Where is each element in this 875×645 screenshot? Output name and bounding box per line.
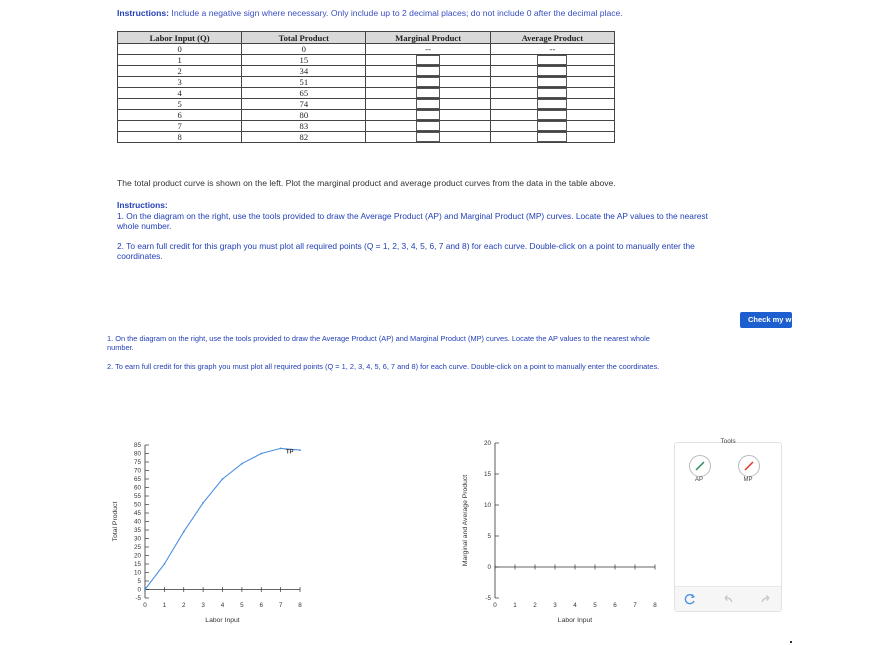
instruction-step-1: 1. On the diagram on the right, use the tools provided to draw the Average Product (AP) and Marginal Product (MP) curves. Locate the AP values to the nearest whole number. (117, 210, 708, 231)
table-row (118, 99, 615, 110)
table-row (118, 77, 615, 88)
y-tick-label: 55 (133, 493, 141, 501)
data-point (163, 563, 165, 565)
ap-cell (490, 66, 614, 77)
y-tick-label: 50 (133, 501, 141, 509)
x-tick-label: 4 (220, 602, 225, 609)
redo-icon[interactable] (759, 592, 773, 606)
y-tick-label: 70 (133, 467, 141, 475)
reset-icon[interactable] (683, 592, 697, 606)
ap-cell: -- (490, 44, 614, 55)
y-tick-label: 20 (483, 440, 491, 448)
x-tick-label: 8 (298, 602, 302, 609)
tp-cell: 74 (242, 99, 366, 110)
ap-input[interactable] (537, 77, 567, 87)
x-axis-label: Labor Input (205, 617, 240, 624)
undo-icon[interactable] (721, 592, 735, 606)
x-axis-label: Labor Input (557, 617, 593, 624)
tp-cell: 83 (242, 121, 366, 132)
top-instruction (117, 8, 817, 18)
data-point (299, 449, 301, 451)
table-row (118, 66, 615, 77)
y-axis-label: Total Product (112, 501, 119, 542)
stray-dot (790, 641, 792, 643)
ap-input[interactable] (537, 55, 567, 65)
tp-cell: 65 (242, 88, 366, 99)
data-point (183, 531, 185, 533)
mp-cell (366, 99, 490, 110)
mp-cell (366, 66, 490, 77)
labor-cell: 6 (118, 110, 242, 121)
instructions-block (117, 200, 717, 262)
ap-input[interactable] (537, 132, 567, 142)
table-row (118, 55, 615, 66)
header-marginal-product: Marginal Product (366, 32, 490, 44)
labor-cell: 0 (118, 44, 242, 55)
y-tick-label: 85 (133, 442, 141, 450)
labor-cell: 4 (118, 88, 242, 99)
data-point (280, 448, 282, 450)
table-row (118, 121, 615, 132)
header-total-product: Total Product (242, 32, 366, 44)
labor-cell: 8 (118, 132, 242, 143)
y-tick-label: 5 (137, 578, 141, 586)
instructions-heading: Instructions: (117, 200, 168, 210)
tp-cell: 82 (242, 132, 366, 143)
y-tick-label: 0 (137, 586, 141, 594)
tp-cell: 15 (242, 55, 366, 66)
tp-cell: 34 (242, 66, 366, 77)
tp-cell: 0 (242, 44, 366, 55)
y-tick-label: 80 (133, 450, 141, 458)
ap-cell (490, 132, 614, 143)
x-tick-label: 1 (162, 602, 167, 609)
x-tick-label: 7 (278, 602, 283, 609)
x-tick-label: 0 (143, 602, 147, 609)
mp-cell (366, 132, 490, 143)
top-instruction-text: Include a negative sign where necessary. Only include up to 2 decimal places; do not include 0 after the decimal place. (169, 8, 623, 18)
ap-cell (490, 88, 614, 99)
mp-input[interactable] (416, 55, 440, 65)
mp-input[interactable] (416, 121, 440, 131)
top-instruction-label: Instructions: (117, 8, 170, 18)
table-row (118, 110, 615, 121)
mp-input[interactable] (416, 132, 440, 142)
tools-toolbar (675, 586, 781, 611)
check-my-work-button[interactable]: Check my w (740, 312, 792, 328)
y-tick-label: 25 (133, 544, 141, 552)
table-row (118, 88, 615, 99)
mp-cell (366, 77, 490, 88)
y-tick-label: 30 (133, 535, 141, 543)
ap-tool-label: AP (694, 477, 703, 483)
y-tick-label: -5 (485, 595, 491, 603)
ap-cell (490, 110, 614, 121)
x-tick-label: 6 (259, 602, 264, 609)
mp-cell (366, 55, 490, 66)
data-point (260, 453, 262, 455)
y-tick-label: 10 (133, 569, 141, 577)
y-tick-label: 40 (133, 518, 141, 526)
labor-cell: 2 (118, 66, 242, 77)
data-point (144, 589, 146, 591)
graph-instruction-step-2: 2. To earn full credit for this graph you must plot all required points (Q = 1, 2, 3, 4, 5, 6, 7 and 8) for each curve. Double-click on a point to manually enter the coordinates. (107, 361, 660, 371)
ap-cell (490, 77, 614, 88)
header-labor: Labor Input (Q) (118, 32, 242, 44)
y-tick-label: 75 (133, 459, 141, 467)
mp-tool-label: MP (743, 477, 753, 483)
y-tick-label: 60 (133, 484, 141, 492)
x-tick-label: 2 (533, 602, 537, 609)
labor-cell: 3 (118, 77, 242, 88)
data-point (222, 478, 224, 480)
labor-cell: 1 (118, 55, 242, 66)
table-row (118, 44, 615, 55)
y-tick-label: 5 (487, 533, 491, 541)
x-tick-label: 5 (240, 602, 244, 609)
mp-input[interactable] (416, 110, 440, 120)
tp-cell: 80 (242, 110, 366, 121)
instruction-step-2: 2. To earn full credit for this graph you must plot all required points (Q = 1, 2, 3, 4, 5, 6, 7 and 8) for each curve. Double-click on a point to manually enter the coordinates. (117, 240, 695, 261)
y-tick-label: 15 (483, 471, 491, 479)
data-point (202, 502, 204, 504)
ap-input[interactable] (537, 121, 567, 131)
ap-line-icon (690, 456, 710, 476)
mp-line-icon (739, 456, 759, 476)
y-tick-label: 65 (133, 476, 141, 484)
tp-curve-note: The total product curve is shown on the left. Plot the marginal product and average product curves from the data in the table above. (117, 178, 616, 188)
tools-panel (674, 438, 782, 612)
ap-input[interactable] (537, 99, 567, 109)
product-table (117, 31, 615, 143)
x-tick-label: 8 (653, 602, 657, 609)
mp-input[interactable] (416, 99, 440, 109)
series-label-tp: TP (285, 449, 294, 456)
header-average-product: Average Product (490, 32, 614, 44)
x-tick-label: 3 (201, 602, 205, 609)
graph-instruction-step-1: 1. On the diagram on the right, use the tools provided to draw the Average Product (AP) and Marginal Product (MP) curves. Locate the AP values to the nearest whole number. (107, 334, 650, 353)
mp-cell (366, 121, 490, 132)
ap-cell (490, 121, 614, 132)
mp-input[interactable] (416, 66, 440, 76)
y-tick-label: 10 (483, 502, 491, 510)
x-tick-label: 2 (181, 602, 186, 609)
x-tick-label: 5 (593, 602, 597, 609)
y-tick-label: -5 (135, 595, 141, 603)
x-tick-label: 1 (513, 602, 517, 609)
mp-input[interactable] (416, 77, 440, 87)
ap-cell (490, 55, 614, 66)
x-tick-label: 6 (613, 602, 617, 609)
labor-cell: 5 (118, 99, 242, 110)
y-axis-label: Marginal and Average Product (462, 474, 469, 567)
mp-cell (366, 88, 490, 99)
ap-tool-button[interactable] (689, 455, 711, 477)
y-tick-label: 35 (133, 527, 141, 535)
mp-cell: -- (366, 44, 490, 55)
series-line-tp (145, 448, 300, 589)
mp-input[interactable] (416, 88, 440, 98)
data-point (241, 463, 243, 465)
x-tick-label: 3 (553, 602, 557, 609)
y-tick-label: 20 (133, 552, 141, 560)
mp-ap-chart[interactable] (455, 435, 675, 635)
mp-cell (366, 110, 490, 121)
x-tick-label: 7 (633, 602, 637, 609)
tools-title: Tools (720, 438, 736, 445)
tp-cell: 51 (242, 77, 366, 88)
total-product-chart (100, 435, 320, 635)
y-tick-label: 15 (133, 561, 141, 569)
ap-input[interactable] (537, 110, 567, 120)
y-tick-label: 0 (487, 564, 491, 572)
table-row (118, 132, 615, 143)
mp-tool-button[interactable] (738, 455, 760, 477)
ap-cell (490, 99, 614, 110)
labor-cell: 7 (118, 121, 242, 132)
x-tick-label: 4 (573, 602, 577, 609)
ap-input[interactable] (537, 66, 567, 76)
y-tick-label: 45 (133, 510, 141, 518)
x-tick-label: 0 (493, 602, 497, 609)
ap-input[interactable] (537, 88, 567, 98)
graph-instructions (107, 334, 667, 371)
